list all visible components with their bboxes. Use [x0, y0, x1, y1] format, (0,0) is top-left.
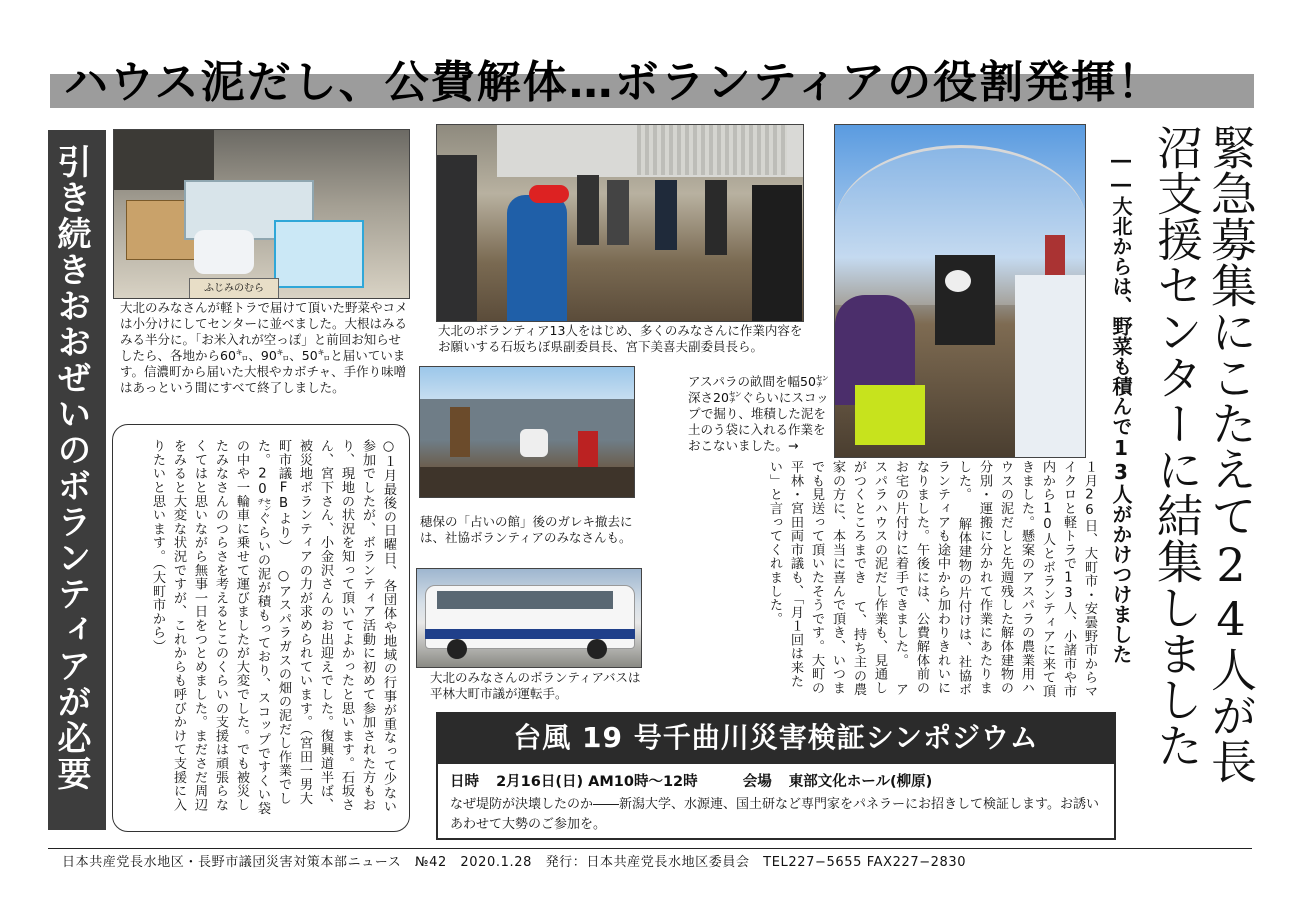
main-title: 緊急募集にこたえて24人が長沼支援センターに結集しました [1150, 124, 1258, 784]
caption-rubble: 穂保の「占いの館」後のガレキ撤去には、社協ボランティアのみなさんも。 [420, 514, 633, 545]
side-title: 引き続きおおぜいのボランティアが必要です [48, 130, 106, 830]
symposium-date-label: 日時 [450, 774, 479, 790]
sub-title: ――大北からは、野菜も積んで13人がかけつけました [1109, 148, 1133, 664]
footer-rule [48, 848, 1252, 849]
article-body: １月26日、大町市・安曇野市からマイクロと軽トラで13人、小諸市や市内から10人とボランティアに来て頂きました。懸案のアスパラの農業用ハウスの泥だしと先週残した解体建物の分別・運搬に分かれて作業にあたりました。 解体建物の片付けは、社協ボランティアも途中から加わりきれいになりました。午後には、公費解体前のお宅の片付けに着手できました。 アスパラハウスの泥だし作業も、見通しがつくところまでき て、持ち主の農家の方に、本当に喜んで頂き、いつまでも見送って頂いたそうです。大町の平林・宮田両市議も、「月１回は来たい」と言ってくれました。 [767, 460, 1097, 699]
caption-vegetables: 大北のみなさんが軽トラで届けて頂いた野菜やコメは小分けにしてセンターに並べました。大根はみるみる半分に。「お米入れが空っぽ」と前回お知らせしたら、各地から60㌔、90㌔、50㌔と届いています。信濃町から届いた大根やカボチャ、手作り味噌はあっという間にすべて終了しました。 [120, 300, 408, 395]
caption-asparagus: アスパラの畝間を幅50㌢深さ20㌢ぐらいにスコップで掘り、堆積した泥を土のう袋に入れる作業をおこないました。→ [688, 374, 829, 453]
photo-rubble [419, 366, 635, 498]
footer: 日本共産党長水地区・長野市議団災害対策本部ニュース №42 2020.1.28 発行：日本共産党長水地区委員会 TEL227−5655 FAX227−2830 [62, 855, 967, 870]
caption-volunteers: 大北のボランティア13人をはじめ、多くのみなさんに作業内容をお願いする石坂ちぼ県副委員長、宮下美喜夫副委員長ら。 [438, 323, 803, 354]
column-box: ○１月最後の日曜日、各団体や地域の行事が重なって少ない参加でしたが、ボランティア活動に初めて参加された方もおり、現地の状況を知って頂いてよかったと思います。石坂さん、宮下さん、小金沢さんのお出迎えでした。復興道半ば、被災地ボランティアの力が求められています。（宮田一男大町市議FBより） ○アスパラガスの畑の泥だし作業でした。20㌢ぐらいの泥が積もっており、スコップですくい袋の中や一輪車に乗せて運びましたが大変でした。でも被災したみなさんのつらさを考えるとこのくらいの支援は頑張らなくてはと思いながら無事一日をつとめました。まださだ周辺をみると大変な状況ですが、これからも呼びかけて支援に入りたいと思います。（大町市から） [112, 424, 410, 832]
symposium-description: なぜ堤防が決壊したのか――新潟大学、水源連、国土研など専門家をパネラーにお招きして検証します。お誘いあわせて大勢のご参加を。 [450, 797, 1099, 832]
caption-bus: 大北のみなさんのボランティアバスは平林大町市議が運転手。 [430, 670, 641, 701]
headline: ハウス泥だし、公費解体…ボランティアの役割発揮！ [64, 57, 1164, 108]
symposium-title: 台風 19 号千曲川災害検証シンポジウム [436, 712, 1116, 764]
symposium-venue: 東部文化ホール(柳原) [788, 774, 933, 790]
photo-vegetables [113, 129, 410, 299]
photo-label: ふじみのむら [189, 278, 279, 299]
symposium-box [436, 764, 1116, 840]
photo-bus [416, 568, 642, 668]
photo-volunteers [436, 124, 804, 322]
symposium-venue-label: 会場 [742, 774, 772, 790]
symposium-schedule [450, 770, 1102, 791]
symposium-date: 2月16日(日) AM10時〜12時 [496, 774, 698, 790]
headline-banner [50, 44, 1254, 110]
photo-asparagus-house [834, 124, 1086, 458]
